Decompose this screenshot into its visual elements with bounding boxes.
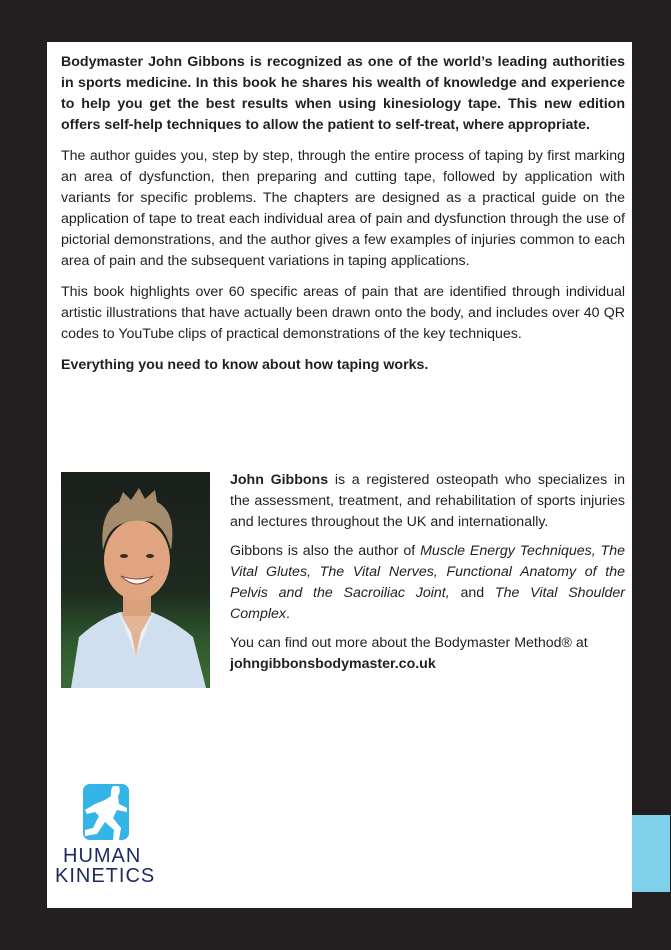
bio-paragraph-2 <box>230 541 625 625</box>
running-figure-icon <box>83 784 129 840</box>
tagline: Everything you need to know about how taping works. <box>61 357 429 373</box>
bio-3-text: You can find out more about the Bodymaster Method® at <box>230 635 588 651</box>
accent-side-tab <box>632 815 670 892</box>
bio-2-end: . <box>285 606 290 622</box>
blurb-section <box>61 42 625 376</box>
bio-paragraph-3 <box>230 633 625 675</box>
back-cover-panel <box>47 42 632 908</box>
author-section <box>61 470 625 700</box>
bio-1-text: is a registered osteopath who specializes in the assessment, treatment, and rehabilitation of sports injuries and lectures throughout the UK and internationally. <box>230 472 625 530</box>
author-bio <box>230 470 625 683</box>
lead-paragraph: Bodymaster John Gibbons is recognized as one of the world’s leading authorities in sports medicine. In this book he shares his wealth of knowledge and experience to help you get the best results when using kinesiology tape. This new edition offers self-help techniques to allow the patient to self-treat, where appropriate. <box>61 54 625 133</box>
book-titles: Muscle Energy Techniques, The Vital Glutes, The Vital Nerves, Functional Anatomy of the Pelvis and the Sacroiliac Joint, <box>230 543 625 601</box>
bio-2-prefix: Gibbons is also the author of <box>230 543 421 559</box>
bio-2-and: and <box>449 585 495 601</box>
publisher-name-line-1: HUMAN <box>63 845 142 867</box>
bio-paragraph-1 <box>230 470 625 533</box>
author-portrait-illustration <box>61 472 210 688</box>
publisher-logo <box>55 780 155 890</box>
book-title-shoulder: The Vital Shoulder Complex <box>230 585 626 622</box>
author-name: John Gibbons <box>230 472 329 488</box>
website-link[interactable]: johngibbonsbodymaster.co.uk <box>230 656 436 672</box>
publisher-name-line-2: KINETICS <box>55 865 156 887</box>
publisher-name <box>55 846 165 886</box>
author-photo <box>61 472 210 688</box>
description-paragraph: The author guides you, step by step, through the entire process of taping by first marking an area of dysfunction, then preparing and cutting tape, followed by application with variants for specific problems. The chapters are designed as a practical guide on the application of tape to treat each individual area of pain and dysfunction through the use of pictorial demonstrations, and the author gives a few examples of injuries common to each area of pain and the subsequent variations in taping applications. <box>61 148 625 269</box>
highlights-paragraph: This book highlights over 60 specific areas of pain that are identified through individual artistic illustrations that have actually been drawn onto the body, and includes over 40 QR codes to YouTube clips of practical demonstrations of the key techniques. <box>61 284 625 342</box>
